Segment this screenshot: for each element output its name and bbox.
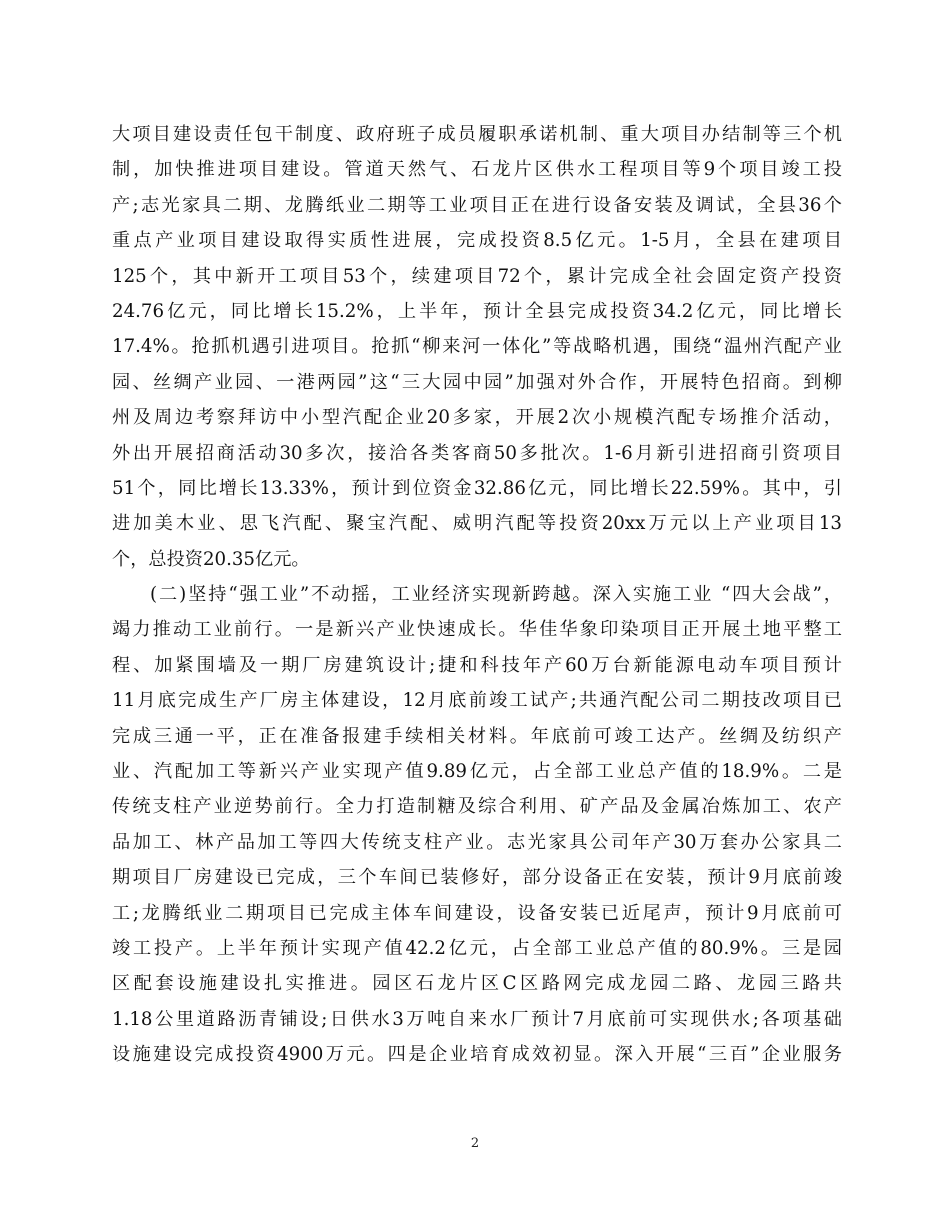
text-line: 品加工、林产品加工等四大传统支柱产业。志光家具公司年产30万套办公家具二 — [112, 831, 842, 853]
text-line: 传统支柱产业逆势前行。全力打造制糖及综合利用、矿产品及金属冶炼加工、农产 — [112, 796, 842, 818]
text-line: 大项目建设责任包干制度、政府班子成员履职承诺机制、重大项目办结制等三个机 — [112, 124, 842, 145]
text-line: 业、汽配加工等新兴产业实现产值9.89亿元，占全部工业总产值的18.9%。二是 — [112, 761, 842, 783]
text-line: 完成三通一平，正在准备报建手续相关材料。年底前可竣工达产。丝绸及纺织产 — [112, 725, 842, 747]
text-line: 竭力推动工业前行。一是新兴产业快速成长。华佳华象印染项目正开展土地平整工 — [112, 619, 842, 641]
body-text — [112, 117, 842, 1073]
page-number: 2 — [470, 1136, 480, 1151]
text-line: 州及周边考察拜访中小型汽配企业20多家，开展2次小规模汽配专场推介活动， — [112, 407, 842, 429]
text-line: 竣工投产。上半年预计实现产值42.2亿元，占全部工业总产值的80.9%。三是园 — [112, 937, 842, 959]
text-line: 园、丝绸产业园、一港两园”这“三大园中园”加强对外合作，开展特色招商。到柳 — [112, 371, 842, 393]
text-line: 进加美木业、思飞汽配、聚宝汽配、威明汽配等投资20xx万元以上产业项目13 — [112, 513, 842, 535]
text-line: 产;志光家具二期、龙腾纸业二期等工业项目正在进行设备安装及调试，全县36个 — [112, 194, 842, 216]
text-line: 51个，同比增长13.33%，预计到位资金32.86亿元，同比增长22.59%。其中，引 — [112, 477, 842, 499]
text-line: 期项目厂房建设已完成，三个车间已装修好，部分设备正在安装，预计9月底前竣 — [112, 867, 842, 889]
text-line: 设施建设完成投资4900万元。四是企业培育成效初显。深入开展“三百”企业服务 — [112, 1044, 842, 1066]
text-line: (二)坚持“强工业”不动摇，工业经济实现新跨越。深入实施工业 “四大会战”， — [150, 584, 842, 606]
paragraph-2 — [112, 577, 842, 1072]
text-line: 外出开展招商活动30多次，接洽各类客商50多批次。1-6月新引进招商引资项目 — [112, 442, 842, 464]
text-line: 125个，其中新开工项目53个，续建项目72个，累计完成全社会固定资产投资 — [112, 265, 842, 287]
text-line: 工;龙腾纸业二期项目已完成主体车间建设，设备安装已近尾声，预计9月底前可 — [112, 902, 842, 924]
text-line: 17.4%。抢抓机遇引进项目。抢抓“柳来河一体化”等战略机遇，围绕“温州汽配产业 — [112, 336, 842, 358]
text-line: 程、加紧围墙及一期厂房建筑设计;捷和科技年产60万台新能源电动车项目预计 — [112, 654, 842, 676]
text-line: 24.76亿元，同比增长15.2%，上半年，预计全县完成投资34.2亿元，同比增长 — [112, 300, 842, 322]
text-line: 区配套设施建设扎实推进。园区石龙片区C区路网完成龙园二路、龙园三路共 — [112, 973, 842, 995]
text-line: 重点产业项目建设取得实质性进展，完成投资8.5亿元。1-5月，全县在建项目 — [112, 230, 842, 252]
text-line: 11月底完成生产厂房主体建设，12月底前竣工试产;共通汽配公司二期技改项目已 — [112, 690, 842, 712]
text-line: 个，总投资20.35亿元。 — [112, 548, 310, 570]
text-line: 制，加快推进项目建设。管道天然气、石龙片区供水工程项目等9个项目竣工投 — [112, 159, 842, 181]
text-line: 1.18公里道路沥青铺设;日供水3万吨自来水厂预计7月底前可实现供水;各项基础 — [112, 1008, 842, 1030]
paragraph-1 — [112, 117, 842, 577]
